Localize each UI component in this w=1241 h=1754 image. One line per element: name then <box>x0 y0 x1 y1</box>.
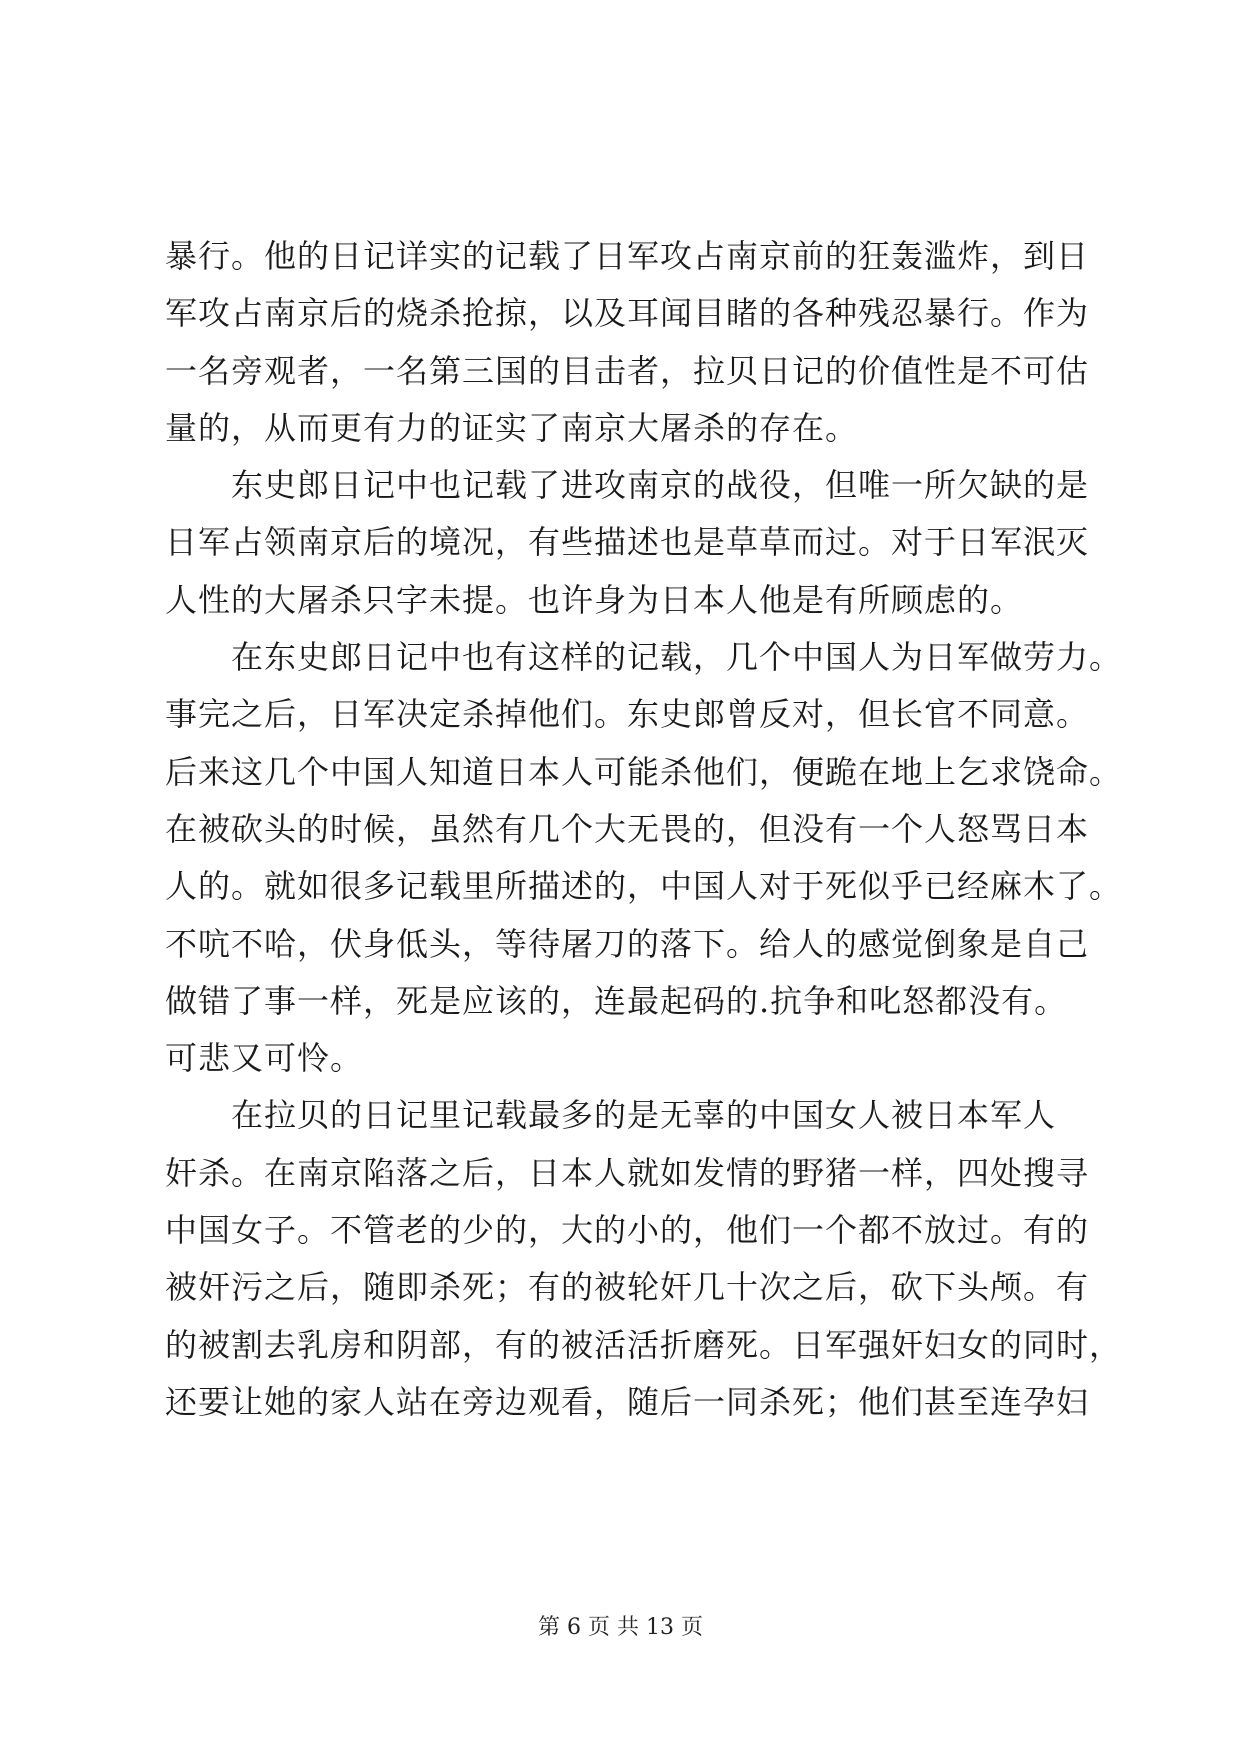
text-line: 人的。就如很多记载里所描述的，中国人对于死似乎已经麻木了。 <box>165 867 1123 906</box>
text-line: 被奸污之后，随即杀死；有的被轮奸几十次之后，砍下头颅。有 <box>165 1268 1090 1307</box>
text-line: 在拉贝的日记里记载最多的是无辜的中国女人被日本军人 <box>231 1096 1057 1135</box>
body-text <box>165 228 1123 1431</box>
text-line: 在东史郎日记中也有这样的记载，几个中国人为日军做劳力。 <box>231 638 1123 677</box>
text-line: 做错了事一样，死是应该的，连最起码的.抗争和叱怒都没有。 <box>165 981 1068 1020</box>
text-line: 一名旁观者，一名第三国的目击者，拉贝日记的价值性是不可估 <box>165 351 1090 390</box>
text-line: 日军占领南京后的境况，有些描述也是草草而过。对于日军泯灭 <box>165 523 1090 562</box>
text-line: 暴行。他的日记详实的记载了日军攻占南京前的狂轰滥炸，到日 <box>165 237 1090 275</box>
text-line: 可悲又可怜。 <box>165 1039 364 1078</box>
page-footer: 第 6 页 共 13 页 <box>538 1615 703 1640</box>
text-line: 军攻占南京后的烧杀抢掠，以及耳闻目睹的各种残忍暴行。作为 <box>165 294 1090 333</box>
text-line: 量的，从而更有力的证实了南京大屠杀的存在。 <box>165 408 859 447</box>
text-line: 不吭不哈，伏身低头，等待屠刀的落下。给人的感觉倒象是自己 <box>165 924 1090 963</box>
text-line: 东史郎日记中也记载了进攻南京的战役，但唯一所欠缺的是 <box>231 466 1090 505</box>
text-line: 中国女子。不管老的少的，大的小的，他们一个都不放过。有的 <box>165 1211 1090 1250</box>
text-line: 事完之后，日军决定杀掉他们。东史郎曾反对，但长官不同意。 <box>165 695 1090 734</box>
text-line: 在被砍头的时候，虽然有几个大无畏的，但没有一个人怒骂日本 <box>165 809 1090 848</box>
text-line: 的被割去乳房和阴部，有的被活活折磨死。日军强奸妇女的同时， <box>165 1325 1123 1364</box>
text-line: 人性的大屠杀只字未提。也许身为日本人他是有所顾虑的。 <box>165 580 1024 619</box>
text-line: 奸杀。在南京陷落之后，日本人就如发情的野猪一样，四处搜寻 <box>165 1153 1090 1192</box>
text-line: 后来这几个中国人知道日本人可能杀他们，便跪在地上乞求饶命。 <box>165 752 1123 791</box>
text-line: 还要让她的家人站在旁边观看，随后一同杀死；他们甚至连孕妇 <box>165 1382 1090 1421</box>
